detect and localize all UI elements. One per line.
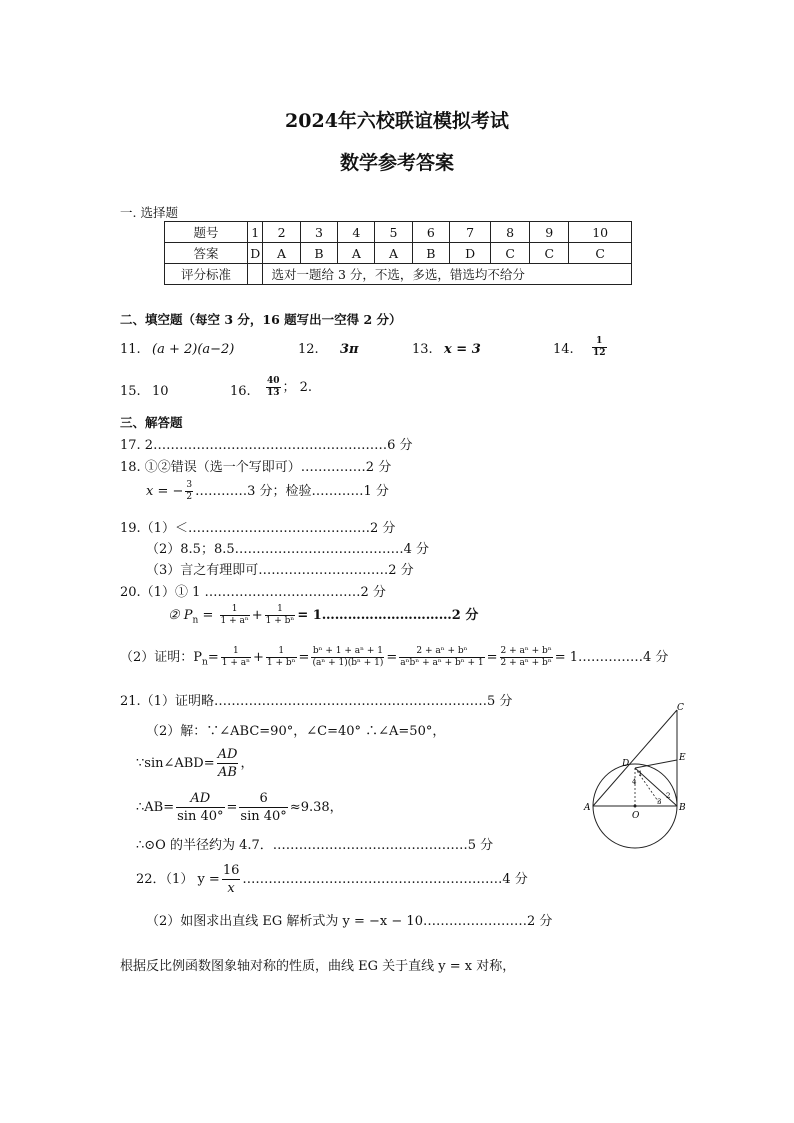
q18-denominator: 2 [186, 492, 193, 502]
table-cell: 3 [300, 222, 338, 243]
label-d: D [622, 759, 630, 769]
q14-answer [590, 336, 609, 359]
frac-denominator: (aⁿ + 1)(bⁿ + 1) [312, 658, 384, 668]
row-label: 题号 [165, 222, 248, 243]
label-o: O [632, 811, 640, 821]
q20-line-1: 20.（1）① 1 ………………………………2 分 [120, 585, 386, 600]
q21-equals: = [226, 800, 238, 815]
q22-label: 22．（1） y = [136, 872, 220, 887]
frac-numerator: AD [176, 790, 224, 808]
q11-number: 11. [120, 342, 141, 357]
frac-denominator: AB [218, 765, 237, 780]
q20-proof-label: （2）证明：P [120, 650, 203, 665]
center-dot [634, 805, 637, 808]
q20-pn: ② P [168, 608, 193, 623]
q18-numerator: 3 [186, 480, 193, 490]
q22-line-3: 根据反比例函数图象轴对称的性质，曲线 EG 关于直线 y = x 对称， [120, 959, 516, 974]
q22-rest: ……………………………………………………4 分 [242, 872, 528, 887]
q16-numerator: 40 [267, 376, 280, 386]
answer-table [164, 221, 632, 285]
label-angle-3: 3 [657, 798, 662, 806]
q21-line-4 [136, 790, 343, 825]
section2-heading: 二、填空题（每空 3 分，16 题写出一空得 2 分） [120, 312, 402, 327]
label-angle-1: 1 [638, 770, 643, 778]
label-angle-4: 4 [632, 778, 637, 786]
label-a: A [584, 803, 591, 813]
frac-numerator: 1 [221, 646, 251, 658]
q19-line-3: （3）言之有理即可…………………………2 分 [146, 563, 414, 578]
q20-line-3: （2）证明：$P_n=$ $\frac{1}{\text{1 + aⁿ}}$ + $\frac{1}{\text{1 + bⁿ}}$ = $\frac{\text{bⁿ + 1 + aⁿ + 1}}{\text{(aⁿ + 1)(bⁿ + 1)}}$ = $\frac{\text{2 + aⁿ + bⁿ}}{\text{aⁿbⁿ + aⁿ + bⁿ + 1}}$ = $\frac{\text{2 + aⁿ + bⁿ}}{\text{2 + aⁿ + bⁿ}}$ = 1……………4 分 [120, 646, 669, 668]
q18-line-b [146, 480, 389, 503]
q20-line-3-rest: = 1……………4 分 [554, 650, 669, 665]
page-subtitle: 数学参考答案 [339, 152, 454, 174]
frac-denominator: 2 + aⁿ + bⁿ [500, 658, 552, 668]
q19-line-2: （2）8.5；8.5…………………………………4 分 [146, 542, 430, 557]
q21-sin-label: ∵sin∠ABD= [136, 756, 215, 771]
table-cell: D [248, 243, 263, 264]
frac-numerator: bⁿ + 1 + aⁿ + 1 [312, 646, 383, 656]
frac-numerator: 1 [220, 604, 250, 616]
label-b: B [679, 803, 686, 813]
frac-numerator: 16 [222, 863, 240, 878]
frac-numerator: 1 [265, 604, 296, 616]
q21-approx: ≈9.38， [289, 800, 343, 815]
q13-answer: x = 3 [444, 342, 481, 357]
q14-number: 14. [553, 342, 574, 357]
q19-line-1: 19.（1）＜……………………………………2 分 [120, 521, 396, 536]
table-cell: 10 [569, 222, 632, 243]
q16-rest: ； 2. [282, 380, 313, 395]
q18-line-a: 18. ①②错误（选一个写即可）……………2 分 [120, 460, 392, 475]
q21-line-5: ∴⊙O 的半径约为 4.7．………………………………………5 分 [136, 838, 494, 853]
table-cell: C [569, 243, 632, 264]
q14-denominator: 12 [593, 348, 606, 358]
q21-line-2: （2）解：∵∠ABC=90°，∠C=40° ∴∠A=50°， [146, 724, 446, 739]
criteria-cell: 选对一题给 3 分，不选，多选，错选均不给分 [263, 264, 632, 285]
table-row [165, 222, 632, 243]
q22-line-2: （2）如图求出直线 EG 解析式为 y = −x − 10……………………2 分 [146, 914, 553, 929]
q15-number: 15. [120, 384, 141, 399]
q18-x: x = − [146, 484, 184, 499]
q11-answer: (a + 2)(a−2) [152, 342, 235, 357]
table-cell: C [491, 243, 530, 264]
q14-numerator: 1 [592, 336, 607, 348]
q20-proof-sub: n [202, 657, 208, 668]
geometry-figure [580, 700, 690, 850]
q21-comma: ， [240, 756, 254, 771]
frac-numerator: 2 + aⁿ + bⁿ [399, 646, 484, 658]
table-cell: 4 [338, 222, 375, 243]
table-cell: B [412, 243, 450, 264]
section3-heading: 三、解答题 [120, 415, 183, 430]
frac-denominator: aⁿbⁿ + aⁿ + bⁿ + 1 [400, 658, 484, 668]
section1-heading: 一. 选择题 [120, 205, 178, 220]
table-cell: 6 [412, 222, 450, 243]
q18-rest: …………3 分；检验…………1 分 [195, 484, 389, 499]
frac-denominator: 1 + bⁿ [265, 616, 295, 626]
frac-denominator: 1 + aⁿ [220, 616, 249, 626]
q20-line-2-rest: = 1…………………………2 分 [297, 608, 479, 623]
table-cell: A [338, 243, 375, 264]
q15-answer: 10 [152, 384, 169, 399]
table-cell: 2 [263, 222, 300, 243]
table-cell: A [375, 243, 412, 264]
frac-denominator: x [227, 881, 235, 896]
q16-denominator: 13 [267, 388, 280, 398]
q13-number: 13. [412, 342, 433, 357]
q20-line-2: ② $P_n$ = $\frac{1}{\text{1 + aⁿ}}$ + $\frac{1}{\text{1 + bⁿ}}$ = 1…………………………2 分 [168, 604, 479, 626]
frac-numerator: 2 + aⁿ + bⁿ [500, 646, 552, 656]
table-cell [248, 264, 263, 285]
table-cell: A [263, 243, 300, 264]
q21-line-3 [136, 746, 253, 781]
frac-denominator: 1 + bⁿ [266, 658, 296, 668]
frac-numerator: 6 [239, 790, 287, 808]
q17-line: 17. 2………………………………………………6 分 [120, 438, 413, 453]
table-cell: C [530, 243, 569, 264]
q16-number: 16. [230, 384, 251, 399]
frac-numerator: AD [217, 747, 238, 762]
segment-ac [593, 710, 677, 806]
q12-answer: 3π [340, 342, 359, 357]
table-cell: 1 [248, 222, 263, 243]
table-cell: D [450, 243, 491, 264]
row-label: 答案 [165, 243, 248, 264]
table-row [165, 243, 632, 264]
frac-denominator: sin 40° [240, 809, 287, 824]
table-cell: B [300, 243, 338, 264]
table-cell: 7 [450, 222, 491, 243]
q21-line-1: 21.（1）证明略………………………………………………………5 分 [120, 694, 513, 709]
frac-denominator: 1 + aⁿ [221, 658, 250, 668]
table-cell: 5 [375, 222, 412, 243]
table-cell: 9 [530, 222, 569, 243]
q20-pn-sub: n [192, 615, 199, 626]
page-title: 2024年六校联谊模拟考试 [285, 110, 509, 132]
label-angle-2: 2 [666, 792, 671, 800]
row-label: 评分标准 [165, 264, 248, 285]
q12-number: 12. [298, 342, 319, 357]
frac-numerator: 1 [266, 646, 297, 658]
q21-ab-label: ∴AB= [136, 800, 175, 815]
table-cell: 8 [491, 222, 530, 243]
table-row [165, 264, 632, 285]
q22-line-1 [136, 862, 528, 897]
label-c: C [677, 703, 684, 713]
frac-denominator: sin 40° [177, 809, 224, 824]
q16-answer [264, 376, 312, 399]
label-e: E [679, 753, 686, 763]
